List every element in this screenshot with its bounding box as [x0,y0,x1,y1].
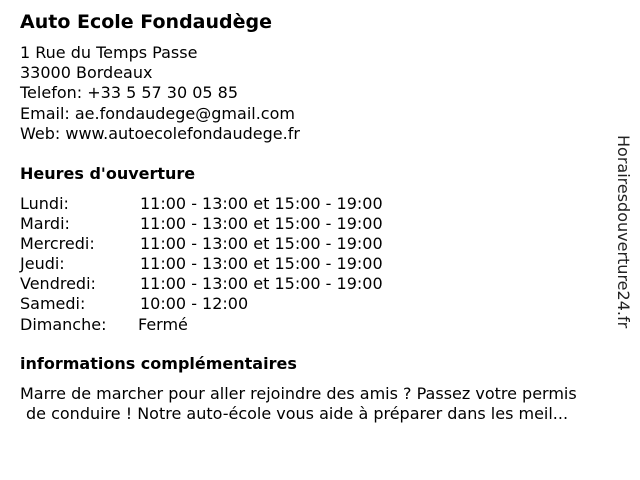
address-block [20,43,300,144]
hours-day: Dimanche: [20,314,107,334]
description-text [20,384,630,424]
address-web: Web: www.autoecolefondaudege.fr [20,123,300,143]
hours-day: Lundi: [20,194,69,213]
info-heading: informations complémentaires [20,354,297,373]
business-name: Auto Ecole Fondaudège [20,11,273,33]
hours-time: 11:00 - 13:00 et 15:00 - 19:00 [140,274,383,294]
hours-day: Vendredi: [20,274,96,294]
hours-heading: Heures d'ouverture [20,164,196,183]
address-phone: Telefon: +33 5 57 30 05 85 [20,83,239,103]
hours-time: 10:00 - 12:00 [140,294,249,314]
description-line-2: de conduire ! Notre auto-école vous aide à préparer dans les meil... [26,404,569,424]
hours-day: Mercredi: [20,234,95,254]
hours-time: 11:00 - 13:00 et 15:00 - 19:00 [140,214,383,234]
hours-day: Jeudi: [20,254,65,274]
hours-time: 11:00 - 13:00 et 15:00 - 19:00 [140,194,383,213]
description-line-1: Marre de marcher pour aller rejoindre des amis ? Passez votre permis [20,384,577,403]
hours-time: Fermé [138,314,188,334]
watermark-text: Horairesdouverture24.fr [614,135,633,329]
watermark [612,135,634,345]
address-city: 33000 Bordeaux [20,63,153,83]
hours-time: 11:00 - 13:00 et 15:00 - 19:00 [140,254,383,274]
address-email: Email: ae.fondaudege@gmail.com [20,103,295,123]
address-street: 1 Rue du Temps Passe [20,43,198,62]
hours-day: Mardi: [20,214,70,234]
hours-day: Samedi: [20,294,86,314]
hours-time: 11:00 - 13:00 et 15:00 - 19:00 [140,234,383,254]
